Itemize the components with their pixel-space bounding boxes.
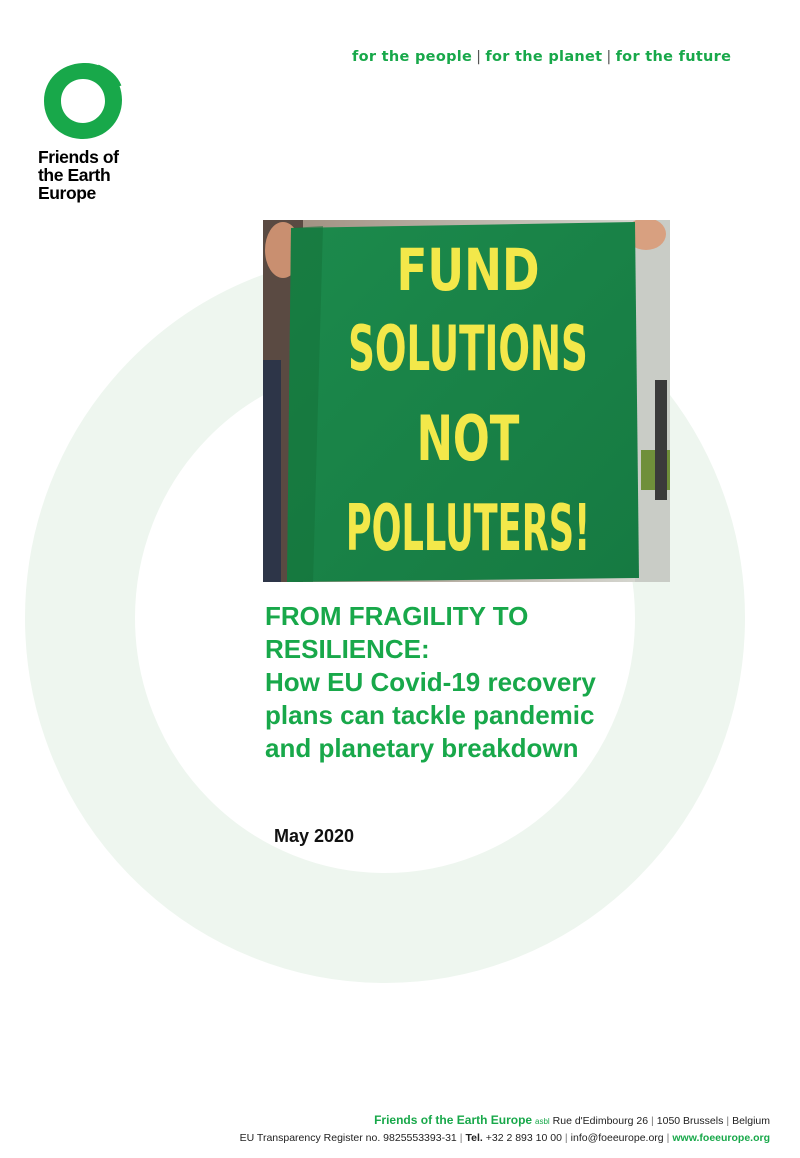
tagline-planet: for the planet: [485, 49, 603, 65]
foe-europe-logo: [38, 56, 158, 216]
green-ring-logo-icon: [38, 56, 128, 146]
logo-text-line3: Europe: [38, 183, 96, 203]
title-line5: and planetary breakdown: [265, 733, 579, 763]
footer-city: 1050 Brussels: [656, 1115, 724, 1127]
footer-contact-line: EU Transparency Register no. 9825553393-31 | Tel. +32 2 893 10 00 | info@foeeurope.org | www.foeeurope.org: [239, 1132, 770, 1144]
logo-text-line2: the Earth: [38, 165, 111, 185]
logo-text-line1: Friends of: [38, 147, 119, 167]
footer-asbl: asbl: [535, 1117, 550, 1126]
tagline-separator: |: [476, 49, 482, 65]
footer-street: Rue d'Edimbourg 26: [552, 1115, 649, 1127]
protest-banner-photo: [263, 220, 670, 582]
tagline-people: for the people: [352, 49, 473, 65]
footer-org-name: Friends of the Earth Europe: [374, 1113, 533, 1127]
sign-text-line4: POLLUTERS!: [345, 491, 591, 567]
footer-register: EU Transparency Register no. 9825553393-31: [239, 1132, 457, 1144]
tagline-separator: |: [606, 49, 612, 65]
tagline-future: for the future: [615, 49, 732, 65]
title-line2: RESILIENCE:: [265, 634, 430, 664]
tagline: [352, 49, 752, 65]
footer-country: Belgium: [732, 1115, 770, 1127]
title-line3: How EU Covid-19 recovery: [265, 667, 596, 697]
publication-date: May 2020: [274, 826, 355, 846]
sign-text-line3: NOT: [416, 402, 520, 476]
footer-tel: +32 2 893 10 00: [485, 1132, 562, 1144]
title-line4: plans can tackle pandemic: [265, 700, 595, 730]
footer-address-line: Friends of the Earth Europe asbl Rue d'Edimbourg 26 | 1050 Brussels | Belgium: [374, 1113, 770, 1127]
title-line1: FROM FRAGILITY TO: [265, 601, 529, 631]
footer: [240, 1112, 770, 1146]
report-title: [265, 600, 735, 765]
footer-email[interactable]: info@foeeurope.org: [570, 1132, 664, 1144]
footer-tel-label: Tel.: [465, 1132, 483, 1144]
sign-text-line2: SOLUTIONS: [348, 314, 588, 386]
sign-text-line1: FUND: [396, 237, 540, 305]
footer-website[interactable]: www.foeeurope.org: [672, 1132, 770, 1144]
